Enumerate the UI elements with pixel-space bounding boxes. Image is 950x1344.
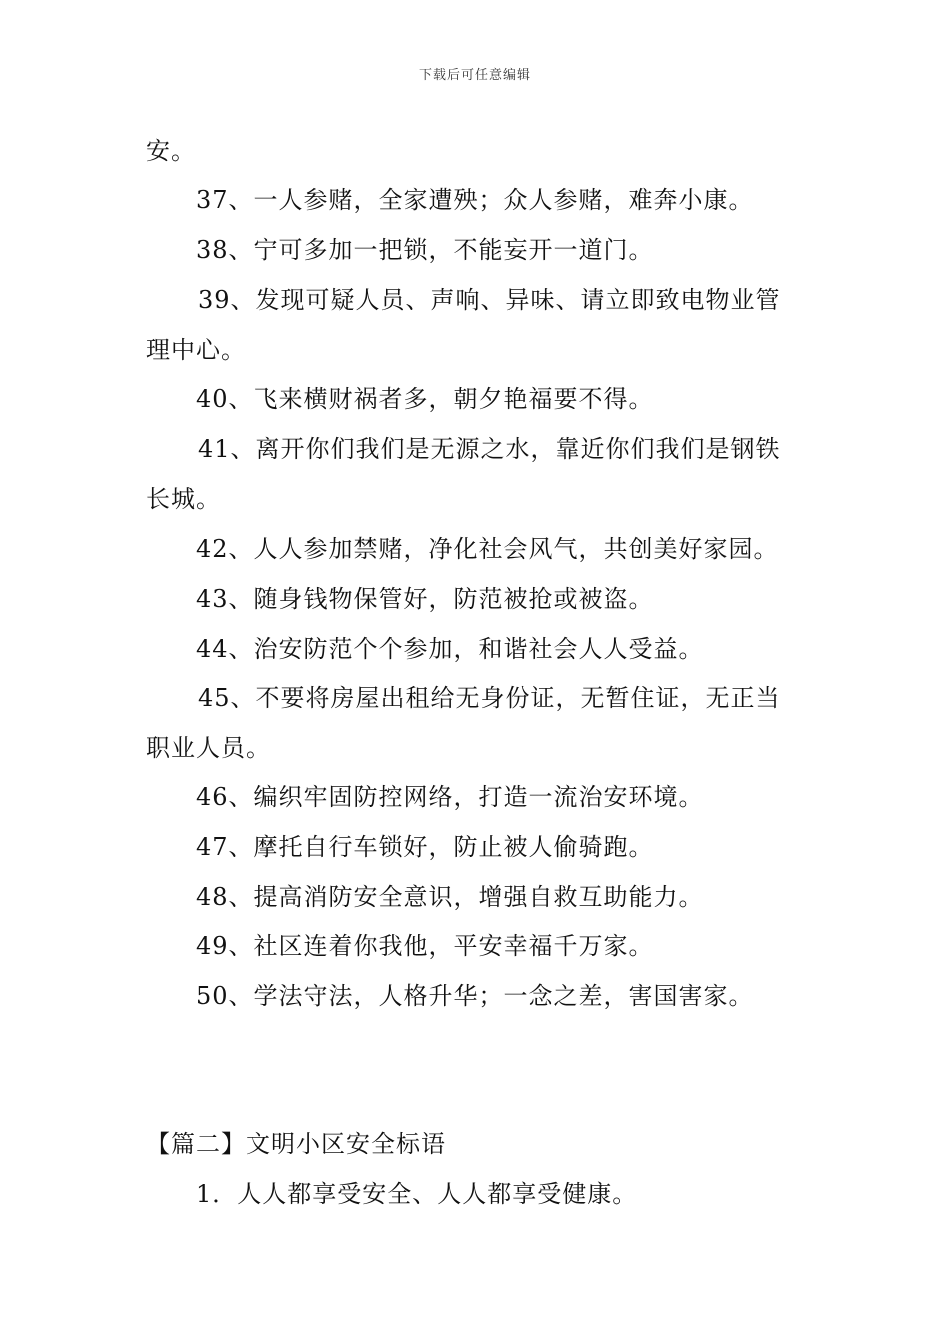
slogan-44: 44、治安防范个个参加，和谐社会人人受益。 [196, 635, 704, 663]
slogan-45-continued: 职业人员。 [146, 734, 271, 762]
slogan-37: 37、一人参赌，全家遭殃；众人参赌，难奔小康。 [196, 186, 754, 214]
slogan-38: 38、宁可多加一把锁，不能妄开一道门。 [196, 236, 654, 264]
slogan-49: 49、社区连着你我他，平安幸福千万家。 [196, 932, 654, 960]
slogan-41: 41、离开你们我们是无源之水，靠近你们我们是钢铁 [198, 435, 781, 463]
page-header: 下载后可任意编辑 [418, 68, 531, 83]
slogan-43: 43、随身钱物保管好，防范被抢或被盗。 [196, 585, 654, 613]
slogan-47: 47、摩托自行车锁好，防止被人偷骑跑。 [196, 833, 654, 861]
slogan-39-continued: 理中心。 [146, 336, 246, 364]
slogan-46: 46、编织牢固防控网络，打造一流治安环境。 [196, 783, 704, 811]
slogan-39: 39、发现可疑人员、声响、异味、请立即致电物业管 [198, 286, 781, 314]
text-line: 安。 [146, 137, 196, 165]
slogan-45: 45、不要将房屋出租给无身份证，无暂住证，无正当 [198, 684, 781, 712]
slogan-50: 50、学法守法，人格升华；一念之差，害国害家。 [196, 982, 754, 1010]
section-heading: 【篇二】文明小区安全标语 [146, 1130, 446, 1158]
slogan-41-continued: 长城。 [146, 485, 221, 513]
slogan-42: 42、人人参加禁赌，净化社会风气，共创美好家园。 [196, 535, 779, 563]
section-item-1: 1．人人都享受安全、人人都享受健康。 [196, 1180, 638, 1208]
slogan-40: 40、飞来横财祸者多，朝夕艳福要不得。 [196, 385, 654, 413]
slogan-48: 48、提高消防安全意识，增强自救互助能力。 [196, 883, 704, 911]
